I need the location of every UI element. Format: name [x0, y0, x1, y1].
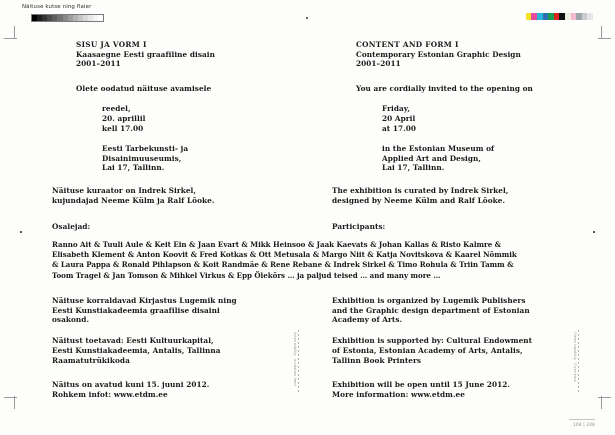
- margin-mark-right: Flaieri tagakülg · Flyer back: [573, 332, 577, 382]
- participants-label-english: Participants:: [332, 222, 386, 231]
- title-line-3: 2001–2011: [76, 59, 121, 69]
- where-block-estonian: [102, 144, 322, 173]
- organizer-block-english: [332, 296, 594, 325]
- invite-intro-estonian: Olete oodatud näituse avamisele: [76, 83, 212, 93]
- credits-line-2: designed by Neeme Külm and Ralf Lõoke.: [332, 195, 506, 205]
- crop-mark-top-right-h: [598, 38, 611, 39]
- closing-block-estonian: [52, 380, 314, 399]
- crop-mark-bottom-left-h: [4, 397, 17, 398]
- center-tick-right: [593, 231, 595, 233]
- organizer-line-3: Academy of Arts.: [332, 315, 403, 325]
- organizer-line-1: Exhibition is organized by Lugemik Publishers: [332, 296, 526, 305]
- crop-mark-top-left-h: [4, 38, 17, 39]
- closing-line-1: Exhibition will be open until 15 June 2012.: [332, 380, 511, 390]
- closing-line-1: Näitus on avatud kuni 15. juuni 2012.: [52, 380, 210, 390]
- participants-label-estonian: Osalejad:: [52, 222, 91, 231]
- margin-rule-right: [578, 330, 579, 392]
- column-english: [356, 40, 602, 173]
- where-line-1: Eesti Tarbekunsti- ja: [102, 144, 189, 154]
- page-number: 104 | 248: [573, 422, 595, 427]
- title-block-english: [356, 40, 602, 69]
- title-line-1: CONTENT AND FORM I: [356, 40, 459, 49]
- participants-line-3: & Laura Pappa & Ronald Pihlapson & Koit Randmäe & Rene Rebane & Indrek Sirkel & Timo Rohula & Triin Tamm &: [52, 260, 514, 270]
- when-block-estonian: [102, 104, 322, 133]
- crop-mark-bottom-right: [601, 396, 602, 409]
- support-line-2: of Estonia, Estonian Academy of Arts, Antalis,: [332, 345, 523, 355]
- when-line-2: 20. aprillil: [102, 113, 146, 123]
- when-line-3: kell 17.00: [102, 123, 144, 133]
- column-estonian: [76, 40, 322, 173]
- title-block-estonian: [76, 40, 322, 69]
- footer-estonian: [52, 296, 314, 400]
- support-line-1: Näitust toetavad: Eesti Kultuurkapital,: [52, 336, 214, 346]
- margin-rule-left: [298, 330, 299, 392]
- cmyk-color-calibration-strip: [526, 13, 593, 20]
- where-line-2: Applied Art and Design,: [382, 153, 481, 163]
- crop-mark-bottom-right-h: [598, 397, 611, 398]
- organizer-line-2: Eesti Kunstiakadeemia graafilise disaini: [52, 305, 220, 315]
- when-line-1: Friday,: [382, 104, 411, 114]
- where-line-3: Lai 17, Tallinn.: [102, 163, 165, 173]
- participants-line-4: Toom Tragel & Jan Tomson & Mihkel Virkus & Epp Ölekõrs … ja paljud teised … and many more …: [52, 270, 441, 280]
- credits-line-1: Näituse kuraator on Indrek Sirkel,: [52, 186, 196, 195]
- cmyk-swatch-11: [587, 13, 593, 20]
- grayscale-calibration-strip: [31, 14, 104, 22]
- where-line-1: in the Estonian Museum of: [382, 144, 495, 154]
- registration-mark-icon: [306, 17, 308, 19]
- when-block-english: [382, 104, 602, 133]
- participants-list: [52, 240, 572, 281]
- support-line-1: Exhibition is supported by: Cultural Endowment: [332, 336, 533, 346]
- margin-mark-left: Kutse esikülg · Invitation front: [293, 332, 297, 387]
- credits-block-english: [332, 186, 594, 205]
- credits-line-2: kujundajad Neeme Külm ja Ralf Lõoke.: [52, 195, 215, 205]
- support-line-3: Raamatutrükikoda: [52, 355, 130, 365]
- when-line-3: at 17.00: [382, 123, 416, 133]
- where-block-english: [382, 144, 602, 173]
- footer-english: [332, 296, 594, 400]
- support-line-2: Eesti Kunstiakadeemia, Antalis, Tallinna: [52, 345, 221, 355]
- title-line-1: SISU JA VORM I: [76, 40, 147, 49]
- organizer-block-estonian: [52, 296, 314, 325]
- support-block-english: [332, 336, 594, 365]
- closing-line-2[interactable]: More information: www.etdm.ee: [332, 389, 465, 399]
- center-tick-left: [20, 231, 22, 233]
- support-line-3: Tallinn Book Printers: [332, 355, 422, 365]
- organizer-line-2: and the Graphic design department of Estonian: [332, 305, 530, 315]
- grayscale-swatch-13: [98, 15, 103, 21]
- when-line-1: reedel,: [102, 104, 131, 114]
- title-line-2: Contemporary Estonian Graphic Design: [356, 49, 521, 59]
- where-line-2: Disainimuuseumis,: [102, 153, 182, 163]
- organizer-line-1: Näituse korraldavad Kirjastus Lugemik ning: [52, 296, 237, 305]
- credits-line-1: The exhibition is curated by Indrek Sirkel,: [332, 186, 509, 195]
- closing-block-english: [332, 380, 594, 399]
- header-caption: Näituse kutse ning flaier: [22, 4, 92, 10]
- title-line-3: 2001–2011: [356, 59, 401, 69]
- invite-intro-english: You are cordially invited to the opening on: [356, 83, 533, 93]
- title-line-2: Kaasaegne Eesti graafiline disain: [76, 49, 215, 59]
- crop-mark-bottom-left: [14, 396, 15, 409]
- page-number-rule: [569, 419, 595, 420]
- closing-line-2[interactable]: Rohkem infot: www.etdm.ee: [52, 389, 168, 399]
- support-block-estonian: [52, 336, 314, 365]
- participants-line-2: Elisabeth Klement & Anton Koovit & Fred Kotkas & Ott Metusala & Margo Niit & Katja Novitskova & Kaarel Nõmmik: [52, 250, 517, 260]
- participants-line-1: Ranno Ait & Tuuli Aule & Keit Ein & Jaan Evart & Mikk Heinsoo & Jaak Kaevats & Johan Kallas & Risto Kalmre &: [52, 240, 502, 249]
- organizer-line-3: osakond.: [52, 315, 90, 325]
- credits-block-estonian: [52, 186, 314, 205]
- when-line-2: 20 April: [382, 113, 416, 123]
- where-line-3: Lai 17, Tallinn.: [382, 163, 445, 173]
